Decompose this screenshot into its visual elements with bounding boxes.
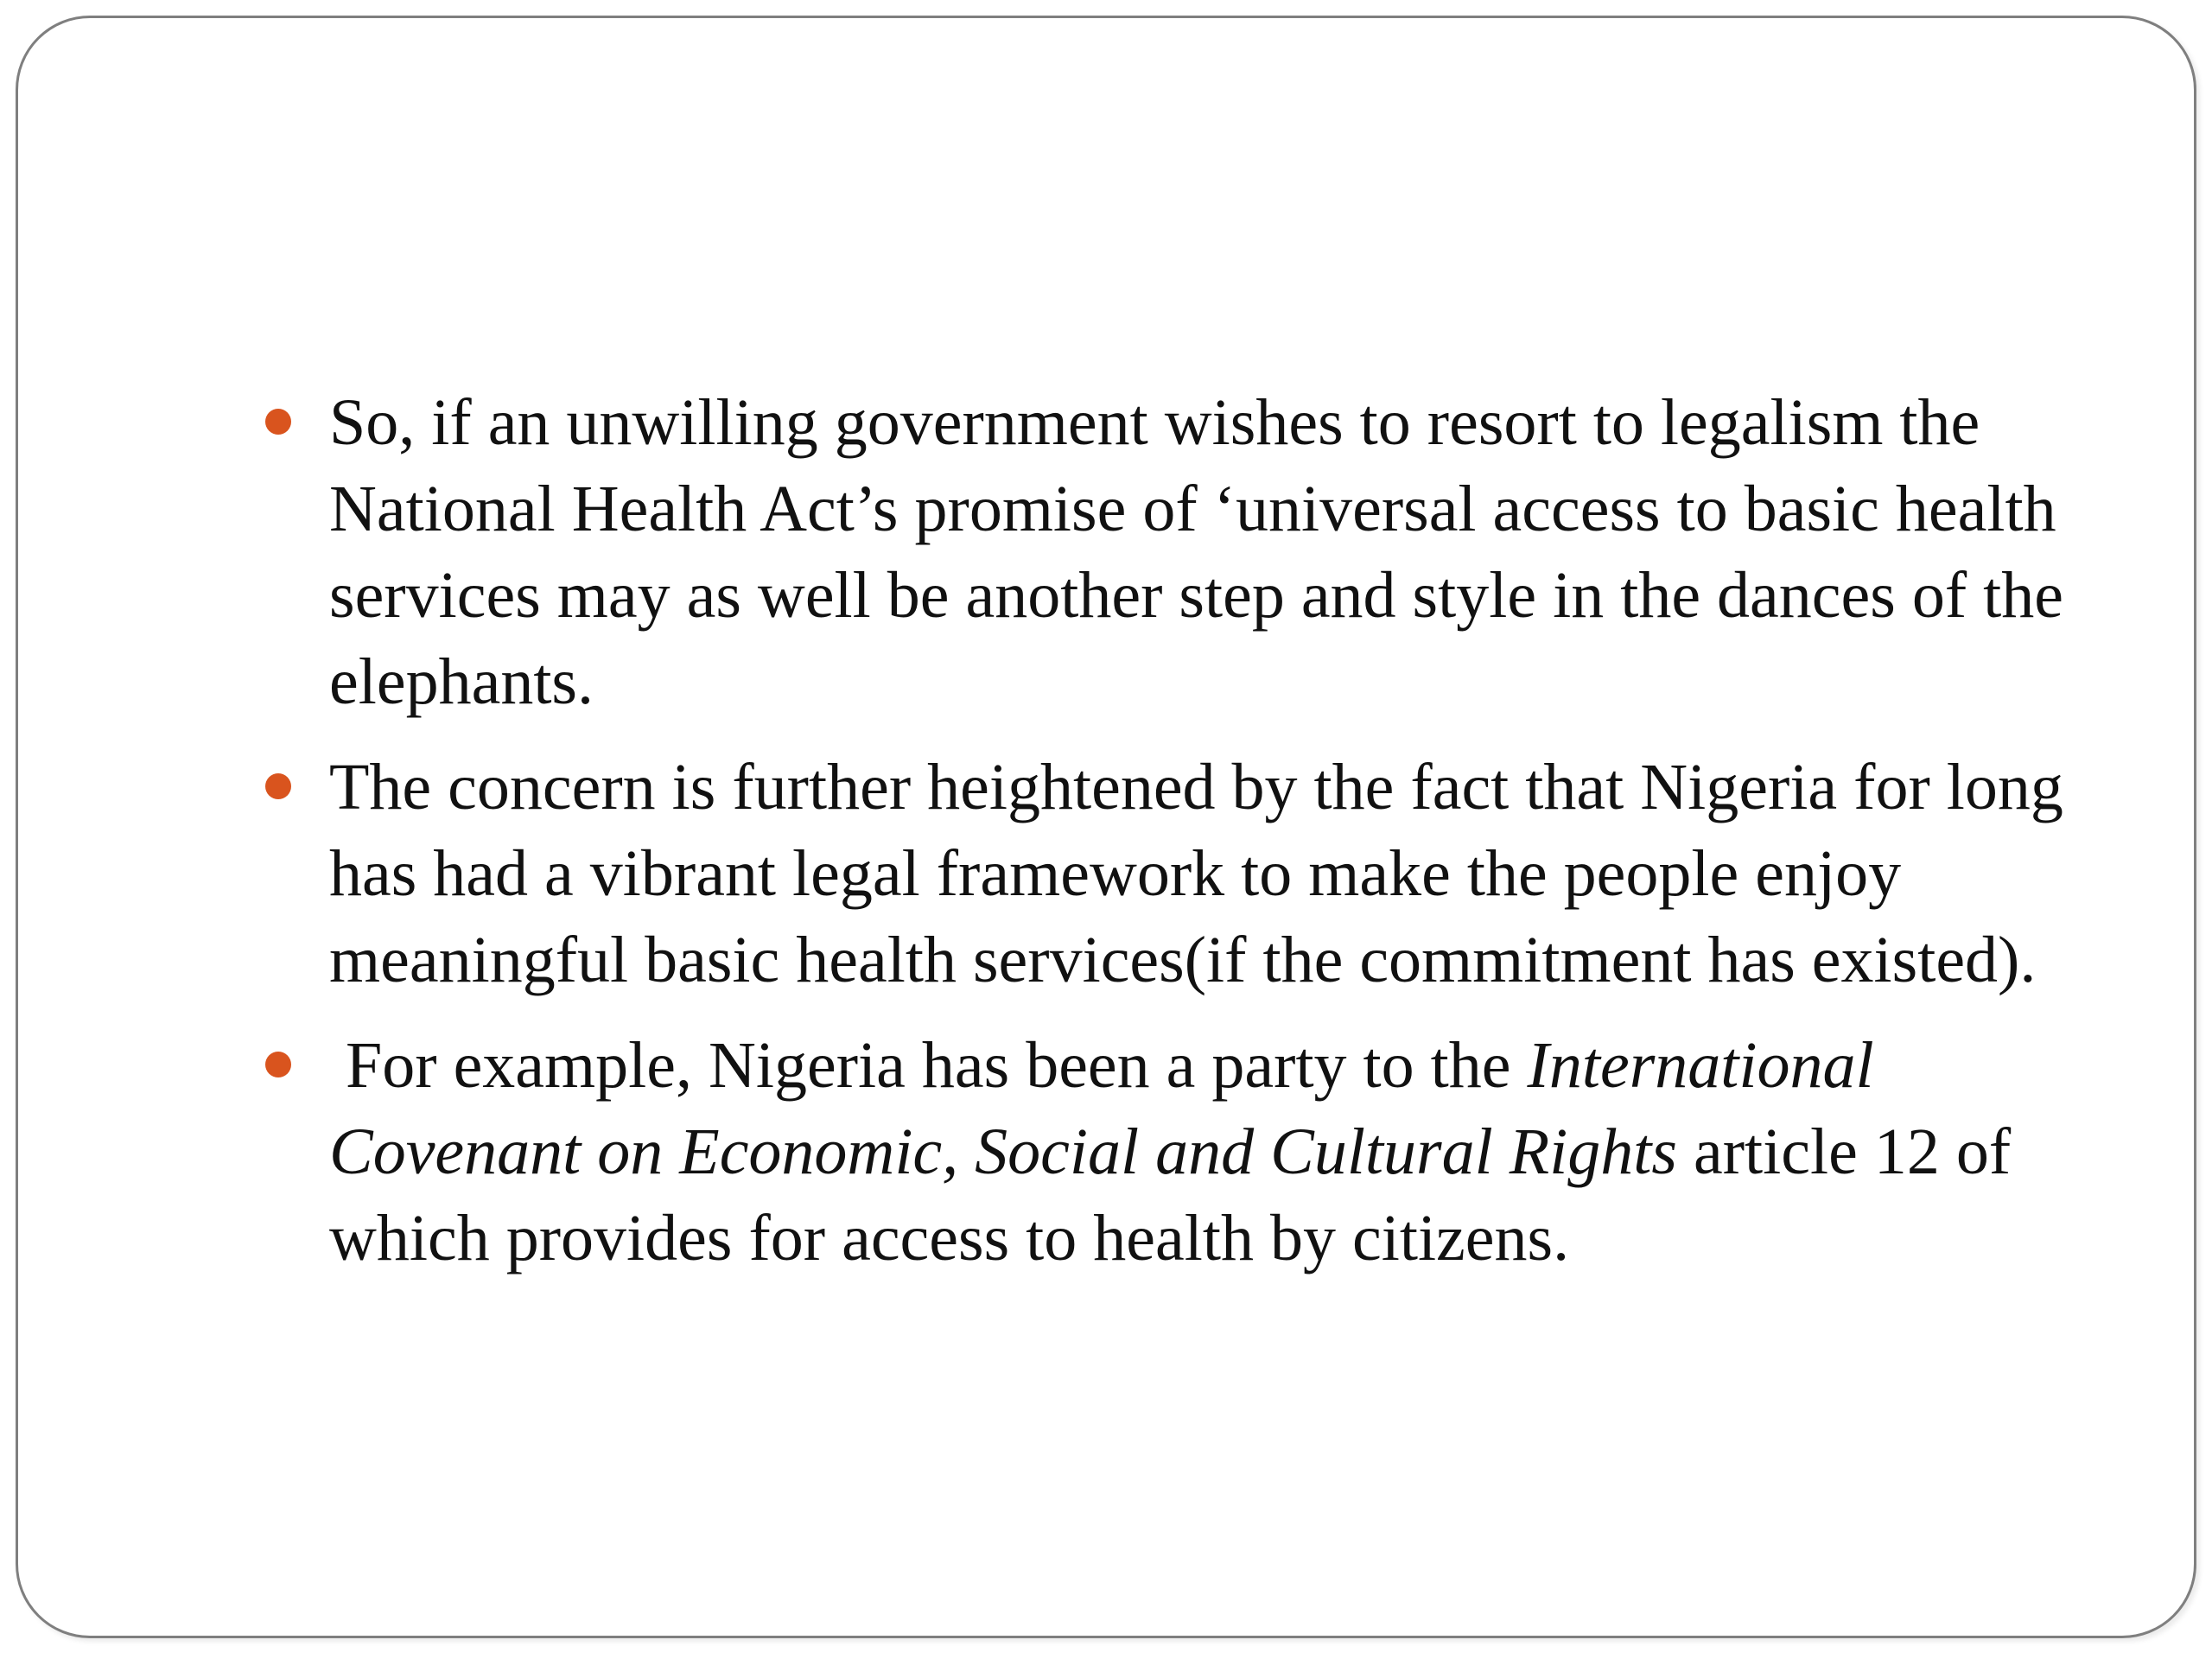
- bullet-text-1: So, if an unwilling government wishes to resort to legalism the National Health Act’s promise of ‘universal access to basic health services may as well be another step and style in the dances of the elephants.: [329, 386, 2063, 718]
- bullet-list: [260, 379, 2126, 1281]
- bullet-dot-icon: [265, 409, 291, 435]
- slide-frame: [16, 16, 2196, 1638]
- bullet-item-3: [260, 1022, 2126, 1281]
- bullet-item-1: [260, 379, 2126, 725]
- bullet-text-3-suffix: article 12 of which provides for access to health by citizens.: [329, 1116, 2012, 1274]
- bullet-dot-icon: [265, 773, 291, 799]
- bullet-text-3-prefix: For example, Nigeria has been a party to the: [329, 1029, 1528, 1102]
- bullet-item-2: [260, 744, 2126, 1003]
- bullet-text-2: The concern is further heightened by the fact that Nigeria for long has had a vibrant legal framework to make the people enjoy meaningful basic health services(if the commitment has existed).: [329, 751, 2063, 996]
- slide-content: [260, 379, 2126, 1300]
- bullet-dot-icon: [265, 1052, 291, 1077]
- treaty-title: International Covenant on Economic, Social and Cultural Rights: [329, 1029, 1874, 1188]
